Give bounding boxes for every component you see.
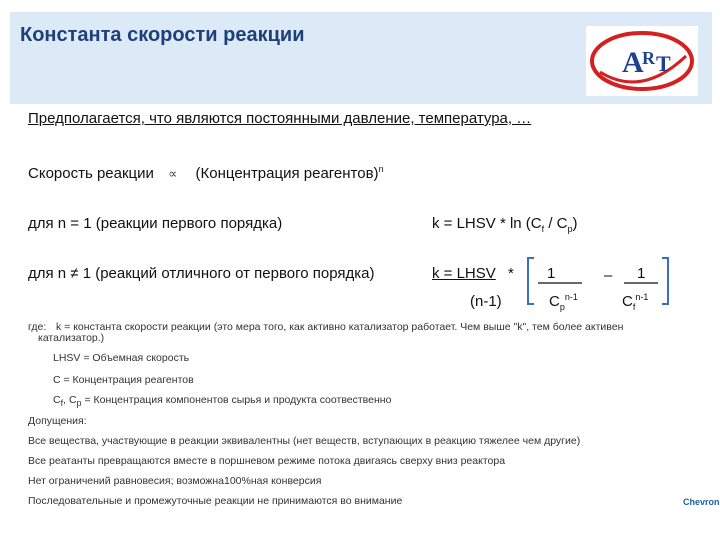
sub-p: p <box>567 224 573 234</box>
other-order-label: для n ≠ 1 (реакций отличного от первого порядка) <box>28 265 375 282</box>
fraction1-denominator <box>549 292 578 312</box>
other-order-formula <box>432 265 514 282</box>
fraction2-numerator: 1 <box>637 265 646 282</box>
den2-sup: n-1 <box>635 292 649 302</box>
assumption-2: Все реатанты превращаются вместе в поршневом режиме потока двигаясь сверху вниз реактора <box>28 455 506 467</box>
rate-right-text: (Концентрация реагентов) <box>195 165 379 182</box>
fraction1-numerator: 1 <box>547 265 556 282</box>
art-logo <box>586 26 698 96</box>
k-definition-cont: катализатор.) <box>38 332 105 344</box>
svg-text:R: R <box>642 48 655 68</box>
chevron-brand: Chevron <box>683 497 720 507</box>
rate-left-text: Скорость реакции <box>28 165 154 182</box>
formula-close: ) <box>572 215 578 232</box>
den1-sub: p <box>559 302 565 312</box>
where-label: где: <box>28 321 47 333</box>
proportional-symbol: ∝ <box>168 166 178 181</box>
den1-sup: n-1 <box>564 292 578 302</box>
rate-exponent: n <box>378 164 384 174</box>
den1-c: C <box>549 293 560 310</box>
page-title: Константа скорости реакции <box>20 24 305 46</box>
svg-text:A: A <box>622 46 644 79</box>
svg-text:T: T <box>656 51 671 76</box>
den2-sub: f <box>632 302 636 312</box>
multiply-sign: * <box>499 215 506 232</box>
cp-sub: p <box>76 398 82 409</box>
assumption-3: Нет ограничений равновесия; возможна100%ная конверсия <box>28 475 322 487</box>
first-order-label: для n = 1 (реакции первого порядка) <box>28 215 283 232</box>
sub-f: f <box>541 224 545 234</box>
cf-c: C <box>53 394 61 406</box>
formula-k-lhsv: k = LHSV <box>432 215 496 232</box>
rate-proportional-line <box>28 164 384 182</box>
cp-c: , C <box>63 394 77 406</box>
denominator-n: (n-1) <box>470 293 502 310</box>
cf-cp-definition <box>53 394 391 408</box>
formula-div: / C <box>544 215 568 232</box>
cf-sub: f <box>60 398 64 409</box>
multiply-sign-2: * <box>507 265 514 282</box>
assumption-4: Последовательные и промежуточные реакции не принимаются во внимание <box>28 495 403 507</box>
assumption-line: Предполагается, что являются постоянными давление, температура, … <box>28 110 532 127</box>
fraction-minus: – <box>604 267 613 284</box>
c-definition: C = Концентрация реагентов <box>53 374 194 386</box>
formula-ln: ln (C <box>509 215 542 232</box>
cf-cp-rest: = Концентрация компонентов сырья и продукта соотвественно <box>81 394 392 406</box>
assumptions-title: Допущения: <box>28 415 87 427</box>
assumption-1: Все вещества, участвующие в реакции эквивалентны (нет веществ, вступающих в реакцию тяжелее чем другие) <box>28 435 581 447</box>
formula-k-lhsv-2: k = LHSV <box>432 265 496 282</box>
lhsv-definition: LHSV = Объемная скорость <box>53 352 190 364</box>
k-definition: k = константа скорости реакции (это мера того, как активно катализатор работает. Чем выше "k", тем более активен <box>56 321 624 333</box>
den2-c: C <box>622 293 633 310</box>
first-order-formula <box>432 215 578 234</box>
fraction2-denominator <box>622 292 648 312</box>
